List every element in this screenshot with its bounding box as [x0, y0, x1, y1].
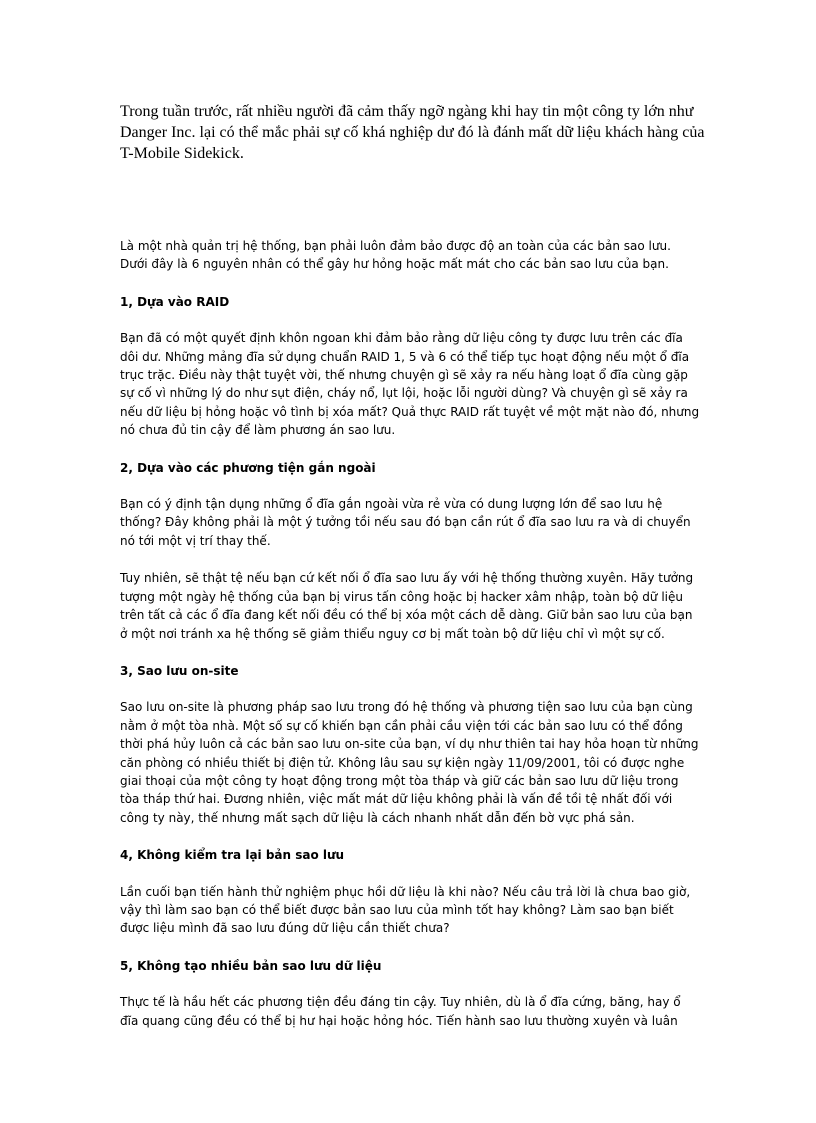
- lead-paragraph: Là một nhà quản trị hệ thống, bạn phải luôn đảm bảo được độ an toàn của các bản sao lưu. Dưới đây là 6 nguyên nhân có thể gây hư hỏng hoặc mất mát cho các bản sao lưu của bạn.: [120, 239, 671, 272]
- section-heading-no-verification: 4, Không kiểm tra lại bản sao lưu: [120, 848, 345, 863]
- section-paragraph: Tuy nhiên, sẽ thật tệ nếu bạn cứ kết nối ổ đĩa sao lưu ấy với hệ thống thường xuyên. Hãy tưởng tượng một ngày hệ thống của bạn bị virus tấn công hoặc bị hacker xâm nhập, toàn bộ dữ liệu trên tất cả các ổ đĩa đang kết nối đều có thể bị xóa một cách dễ dàng. Giữ bản sao lưu của bạn ở một nơi tránh xa hệ thống sẽ giảm thiểu nguy cơ bị mất toàn bộ dữ liệu chỉ vì một sự cố.: [120, 571, 694, 641]
- section-paragraph: Thực tế là hầu hết các phương tiện đều đáng tin cậy. Tuy nhiên, dù là ổ đĩa cứng, băng, hay ổ đĩa quang cũng đều có thể bị hư hại hoặc hỏng hóc. Tiến hành sao lưu thường xuyên và luân: [120, 995, 681, 1028]
- section-paragraph: Bạn có ý định tận dụng những ổ đĩa gắn ngoài vừa rẻ vừa có dung lượng lớn để sao lưu hệ thống? Đây không phải là một ý tưởng tồi nếu sau đó bạn cần rút ổ đĩa sao lưu ra và di chuyển nó tới một vị trí thay thế.: [120, 497, 691, 548]
- intro-paragraph: Trong tuần trước, rất nhiều người đã cảm thấy ngỡ ngàng khi hay tin một công ty lớn như Danger Inc. lại có thể mắc phải sự cố khá nghiệp dư đó là đánh mất dữ liệu khách hàng của T-Mobile Sidekick.: [120, 103, 705, 162]
- section-heading-onsite-backup: 3, Sao lưu on-site: [120, 663, 239, 678]
- section-heading-external-media: 2, Dựa vào các phương tiện gắn ngoài: [120, 460, 376, 475]
- section-paragraph: Sao lưu on-site là phương pháp sao lưu trong đó hệ thống và phương tiện sao lưu của bạn cùng nằm ở một tòa nhà. Một số sự cố khiến bạn cần phải cầu viện tới các bản sao lưu có thể đồng thời phá hủy luôn cả các bản sao lưu on-site của bạn, ví dụ như thiên tai hay hỏa hoạn từ những căn phòng có nhiều thiết bị điện tử. Không lâu sau sự kiện ngày 11/09/2001, tôi có được nghe giai thoại của một công ty hoạt động trong một tòa tháp và giữ các bản sao lưu dữ liệu trong tòa tháp thứ hai. Đương nhiên, việc mất mát dữ liệu không phải là vấn đề tồi tệ nhất đối với công ty này, thế nhưng mất sạch dữ liệu là cách nhanh nhất dẫn đến bờ vực phá sản.: [120, 700, 699, 825]
- section-paragraph: Lần cuối bạn tiến hành thử nghiệm phục hồi dữ liệu là khi nào? Nếu câu trả lời là chưa bao giờ, vậy thì làm sao bạn có thể biết được bản sao lưu của mình tốt hay không? Làm sao bạn biết được liệu mình đã sao lưu đúng dữ liệu cần thiết chưa?: [120, 884, 691, 936]
- section-paragraph: Bạn đã có một quyết định khôn ngoan khi đảm bảo rằng dữ liệu công ty được lưu trên các đĩa dôi dư. Những mảng đĩa sử dụng chuẩn RAID 1, 5 và 6 có thể tiếp tục hoạt động nếu một ổ đĩa trục trặc. Điều này thật tuyệt vời, thế nhưng chuyện gì sẽ xảy ra nếu hàng loạt ổ đĩa cùng gặp sự cố vì những lý do như sụt điện, cháy nổ, lụt lội, hoặc lỗi người dùng? Và chuyện gì sẽ xảy ra nếu dữ liệu bị hỏng hoặc vô tình bị xóa mất? Quả thực RAID rất tuyệt về một mặt nào đó, nhưng nó chưa đủ tin cậy để làm phương án sao lưu.: [120, 331, 700, 438]
- section-heading-raid: 1, Dựa vào RAID: [120, 294, 230, 309]
- article-body: [120, 237, 700, 1049]
- section-heading-multiple-copies: 5, Không tạo nhiều bản sao lưu dữ liệu: [120, 958, 382, 973]
